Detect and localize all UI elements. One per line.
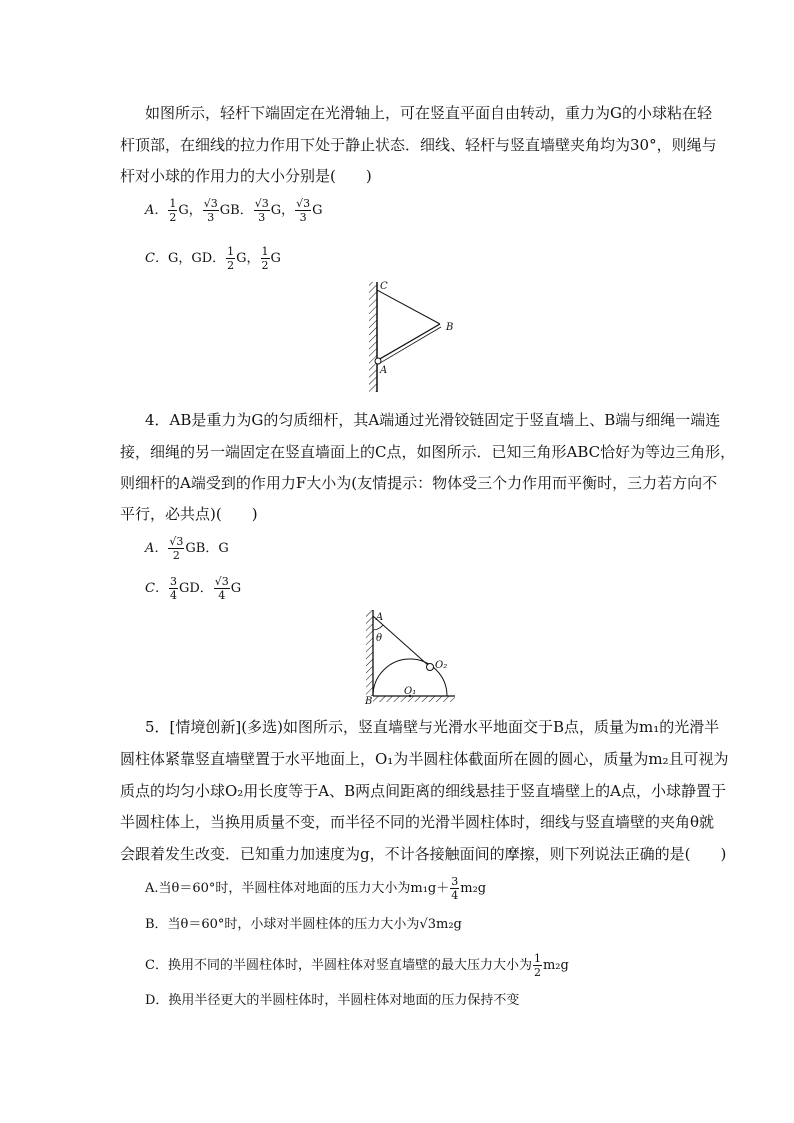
label-o2: O₂ — [435, 660, 448, 671]
label-a: A — [380, 365, 388, 376]
q5-line-2: 圆柱体紧靠竖直墙壁置于水平地面上，O₁为半圆柱体截面所在圆的圆心，质量为m₂且可视为 — [120, 750, 729, 768]
q5-line-5: 会跟着发生改变．已知重力加速度为g，不计各接触面间的摩擦，则下列说法正确的是( ) — [120, 845, 727, 863]
fraction: $\frac{√3}{3}$ — [203, 197, 218, 224]
figure-rod-and-string — [360, 280, 480, 395]
q5-option-c: C．换用不同的半圆柱体时，半圆柱体对竖直墙壁的最大压力大小为 $\frac{1}{2}$ m₂g — [145, 952, 569, 979]
q4-line-2: 接，细绳的另一端固定在竖直墙面上的C点，如图所示．已知三角形ABC恰好为等边三角形， — [120, 443, 736, 461]
fraction: $\frac{1}{2}$ — [261, 245, 269, 272]
q4-line-4: 平行，必共点)( ) — [120, 505, 258, 523]
label-a: A — [376, 612, 384, 623]
label-theta: θ — [376, 633, 383, 644]
fraction: $\frac{1}{2}$ — [169, 197, 177, 224]
fraction: $\frac{1}{2}$ — [227, 245, 235, 272]
fraction: $\frac{√3}{2}$ — [169, 535, 184, 562]
q5-option-d: D．换用半径更大的半圆柱体时，半圆柱体对地面的压力保持不变 — [145, 993, 520, 1008]
q3-line-2: 杆顶部，在细线的拉力作用下处于静止状态．细线、轻杆与竖直墙壁夹角均为30°，则绳与 — [120, 136, 717, 154]
theta-arc — [373, 625, 383, 630]
wall-hatch — [366, 610, 373, 696]
label-b: B — [446, 322, 454, 333]
q5-line-4: 半圆柱体上，当换用质量不变，而半径不同的光滑半圆柱体时，细线与竖直墙壁的夹角θ就 — [120, 813, 715, 831]
q4-line-3: 则细杆的A端受到的作用力F大小为(友情提示：物体受三个力作用而平衡时，三力若方向不 — [120, 474, 718, 492]
q3-line-1: 如图所示，轻杆下端固定在光滑轴上，可在竖直平面自由转动，重力为G的小球粘在轻 — [145, 104, 712, 122]
q5-option-a: A.当θ＝60°时，半圆柱体对地面的压力大小为m₁g＋ $\frac{3}{4}$ m₂g — [145, 875, 487, 902]
fraction: $\frac{3}{4}$ — [169, 575, 177, 602]
q5-option-b: B．当θ＝60°时，小球对半圆柱体的压力大小为√3m₂g — [145, 917, 462, 932]
fraction: $\frac{1}{2}$ — [533, 952, 541, 979]
q4-option-c-label: C． — [145, 581, 168, 596]
q3-option-a-label: A． — [145, 203, 168, 218]
wall-hatch — [369, 282, 377, 392]
label-o1: O₁ — [404, 686, 417, 697]
q3-options-cd: C．G，GD． $\frac{1}{2}$ G， $\frac{1}{2}$ G — [145, 245, 281, 272]
q4-options-ab: A． $\frac{√3}{2}$ GB．G — [145, 535, 229, 562]
fraction: $\frac{√3}{3}$ — [254, 197, 269, 224]
q4-option-a-label: A． — [145, 541, 168, 556]
ball-o2 — [427, 664, 434, 671]
label-b: B — [365, 696, 373, 707]
rod-ab-inner — [380, 327, 441, 363]
hinge — [375, 358, 381, 364]
q3-option-c-label: C． — [145, 251, 168, 266]
string-cb — [377, 290, 440, 324]
rod-ab — [378, 324, 440, 360]
label-c: C — [380, 281, 388, 292]
q4-options-cd: C． $\frac{3}{4}$ GD． $\frac{√3}{4}$ G — [145, 575, 242, 602]
q3-options-ab: A． $\frac{1}{2}$ G， $\frac{√3}{3}$ GB． $\frac{√3}{3}$ G， $\frac{√3}{3}$ G — [145, 197, 323, 224]
fraction: $\frac{3}{4}$ — [451, 875, 459, 902]
q3-line-3: 杆对小球的作用力的大小分别是( ) — [120, 167, 372, 185]
q5-line-1: 5．[情境创新](多选)如图所示，竖直墙壁与光滑水平地面交于B点，质量为m₁的光滑半 — [145, 718, 720, 736]
fraction: $\frac{√3}{3}$ — [296, 197, 311, 224]
fraction: $\frac{√3}{4}$ — [214, 575, 229, 602]
q5-line-3: 质点的均匀小球O₂用长度等于A、B两点间距离的细线悬挂于竖直墙壁上的A点，小球静置于 — [120, 782, 727, 800]
figure-half-cylinder — [362, 606, 462, 706]
q4-line-1: 4．AB是重力为G的匀质细杆，其A端通过光滑铰链固定于竖直墙上、B端与细绳一端连 — [145, 411, 721, 429]
